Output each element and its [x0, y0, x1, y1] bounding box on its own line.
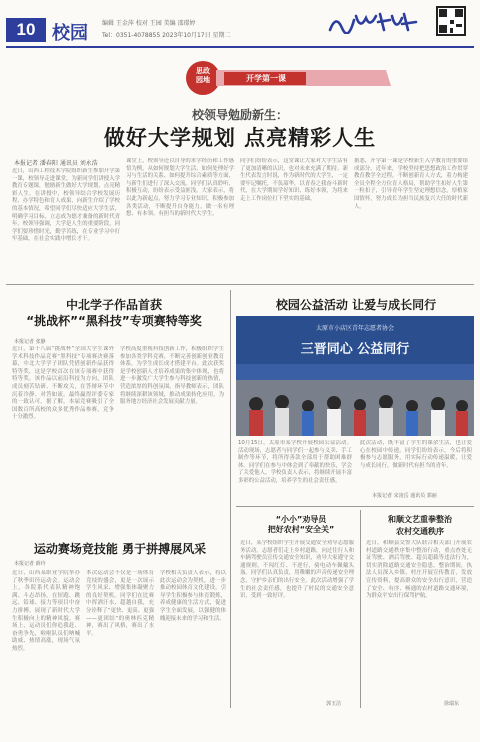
sports-column-1: 近日，山西某职业学院举办了秋季田径运动会。运动会上，各院系代表队精神饱满、斗志昂扬，在短跑、跳远、铅球、接力等项目中奋力拼搏，展现了新时代大学生积极向上的精神风貌。赛场上，运动员们你追我赶、奋勇争先，啦啦队员们呐喊助威、热情高涨，现场气氛热烈。: [12, 570, 80, 652]
safety-kicker: “小小”劝导员: [275, 515, 327, 524]
newspaper-logo: [326, 10, 418, 34]
lead-column-3: 同学们纷纷表示，这堂课让大家对大学生活有了更加清晰的认识，也对未来充满了期待。新生代表发言时说，作为新时代的大学生，一定要牢记嘱托，不负韶华，以青春之我奋斗新时代，在大学期间学好知识、练好本领，为将来走上工作岗位打下坚实的基础。: [240, 158, 348, 202]
sports-headline: 运动赛场竞技能 勇于拼搏展风采: [33, 542, 207, 556]
safety-byline: 郭玉洁: [326, 701, 342, 707]
safety-text: 近日，某学校组织学生开展交通安全劝导志愿服务活动。志愿者们走上乡村道路，向过往行人和车辆驾驶员宣传交通安全知识，劝导大家遵守交通规则，不闯红灯、不逆行，骑电动车佩戴头盔。同学们认真负责，用稚嫩的声音传递安全理念，守护乡亲们的出行安全。此次活动增强了学生的社会责任感，也提升了村民的交通安全意识，受到一致好评。: [240, 540, 354, 600]
lead-kicker: 校领导勉励新生：: [191, 108, 288, 122]
lower-divider: [236, 506, 474, 507]
charity-photo: [236, 316, 474, 436]
photo-title-text: 三晋同心 公益同行: [300, 342, 410, 357]
qr-code[interactable]: [436, 6, 466, 36]
page-header: [0, 0, 480, 46]
tech-column-1: 近日，第十八届“挑战杯”全国大学生课外学术科技作品竞赛“黑科技”专项赛决赛落幕，中北大学学子团队凭借创新作品获得特等奖，这是学校首次在该专项赛中获得特等奖。该作品以前沿科技为方向，团队成员刻苦钻研、不断攻关，在答辩环节中沉着冷静、对答如流，最终赢得评委专家的一致认可。据了解，本届竞赛吸引了全国数百所高校的众多优秀作品参赛，竞争十分激烈。: [12, 346, 114, 421]
tech-headline-line2: “挑战杯”“黑科技”专项赛特等奖: [26, 314, 202, 328]
tech-byline: 本报记者 张静: [14, 339, 46, 345]
section-title: 校园: [52, 23, 88, 44]
charity-text-right: 此次活动，既丰富了学生的课余生活，也让爱心在校园中传递。同学们纷纷表示，今后将积极参与志愿服务，用实际行动传递温暖，让爱与成长同行，做新时代有担当的青年。: [360, 440, 472, 469]
charity-text-left: 10月15日，太原市某学校开展校园公益活动。活动现场，志愿者与同学们一起参与义卖、手工制作等环节，将所得善款全部用于帮助困难群体。同学们在参与中体会到了奉献的快乐，学会了关爱他人。学校负责人表示，将继续开展丰富多彩的公益活动，培养学生的社会责任感。: [238, 440, 352, 484]
column-banner: [186, 58, 396, 98]
column-divider: [230, 290, 231, 708]
charity-headline: 校园公益活动 让爱与成长同行: [275, 298, 437, 312]
tech-headline-line1: 中北学子作品首获: [65, 298, 162, 312]
lead-column-4: 据悉，开学第一课是学校新生入学教育的重要组成部分。近年来，学校坚持把思想政治工作贯穿教育教学全过程，不断创新育人方式，着力构建全员全程全方位育人格局，帮助学生扣好人生第一粒扣子，引导青年学生坚定理想信念，厚植家国情怀，努力成长为担当民族复兴大任的时代新人。: [354, 158, 468, 210]
sports-byline: 本报记者 薛玲: [14, 561, 46, 567]
photo-banner-text: 太原市小店区青年志愿者协会: [315, 325, 394, 332]
lead-column-2: 课堂上，校领导还以自身的求学经历和工作感悟为例，从如何规划大学生活、如何处理好学习与生活的关系、如何提升综合素质等方面，与新生们进行了深入交流。同学们认真聆听，积极互动，纷纷表示受益匪浅。大家表示，将以此为新起点，努力学习专业知识，积极参加各类活动，不断提升自身能力，做一名有理想、有本领、有担当的新时代大学生。: [126, 158, 234, 218]
header-rule: [6, 46, 474, 48]
sports-column-2: 本次运动会不仅是一场体育竞技的盛会，更是一次展示学生风采、增强集体凝聚力的良好契机。同学们在比赛中挥洒汗水、超越自我，充分诠释了“更快、更高、更强——更团结”的奥林匹克精神，赛出了风格，赛出了水平。: [86, 570, 154, 637]
traffic-text: 近日，和顺县交警大队联合相关部门开展农村道路交通秩序集中整治行动，重点查处无证驾驶、酒后驾驶、超员超载等违法行为，切实消除道路交通安全隐患。整治期间，执法人员深入乡镇、村庄开展宣传教育，发放宣传资料，提高群众的安全出行意识，营造了安全、有序、畅通的农村道路交通环境，为群众平安出行保驾护航。: [366, 540, 472, 600]
sports-column-3: 学校相关负责人表示，将以此次运动会为契机，进一步推动校园体育文化建设，引导学生积极参与体育锻炼，养成健康的生活方式，促进学生全面发展，以强健的体魄迎接未来的学习和生活。: [160, 570, 226, 622]
banner-label-top: 思政: [196, 67, 210, 75]
section-divider: [6, 284, 474, 285]
tech-column-2: 学校高度重视科技创新工作，积极组织学生参加各类学科竞赛，不断完善创新创业教育体系，为学生成长成才搭建平台。此次获奖是学校创新人才培养成果的集中体现，也将进一步激发广大学生参与科技创新的热情，营造浓厚的科创氛围。指导教师表示，团队将继续深耕该领域，推动成果转化应用，为服务地方经济社会发展贡献力量。: [120, 346, 224, 406]
banner-label-bottom: 园地: [196, 76, 210, 84]
editor-credits: 编辑 王金萍 校对 王园 美编 邵璟婷: [102, 20, 196, 27]
traffic-byline: 徐瑞东: [444, 701, 460, 707]
lead-byline: 本报记者 潘春阳 通讯员 刘永浩: [14, 160, 98, 167]
traffic-headline-line2: 农村交通秩序: [396, 527, 444, 536]
safety-headline: 把好农村“安全关”: [267, 525, 335, 534]
page-number: 10: [6, 18, 46, 42]
charity-byline: 本报记者 宋凌岳 通讯员 郭丽: [372, 493, 437, 499]
banner-label-right: 开学第一课: [246, 74, 286, 83]
contact-date: Tel：0351-4078855 2023年10月17日 星期二: [102, 32, 231, 39]
lower-column-divider: [360, 510, 361, 708]
lead-column-1: 近日，山西工程技术学院组织新生参加开学第一课，校领导走进课堂，为新同学们讲授入学教育专题课，勉励新生做好大学规划，点亮精彩人生。在讲授中，校领导结合学校发展历程、办学特色和育人成果，向新生介绍了学校的基本情况，希望同学们尽快适应大学生活，明确学习目标，立志成为德才兼备的新时代青年。校领导强调，大学是人生的重要阶段，同学们要珍惜时光，勤学苦练，在专业学习中打牢基础，在社会实践中增长才干。: [12, 168, 120, 243]
lead-headline: 做好大学规划 点亮精彩人生: [103, 126, 377, 150]
traffic-headline-line1: 和顺文艺重拳整治: [388, 515, 452, 524]
